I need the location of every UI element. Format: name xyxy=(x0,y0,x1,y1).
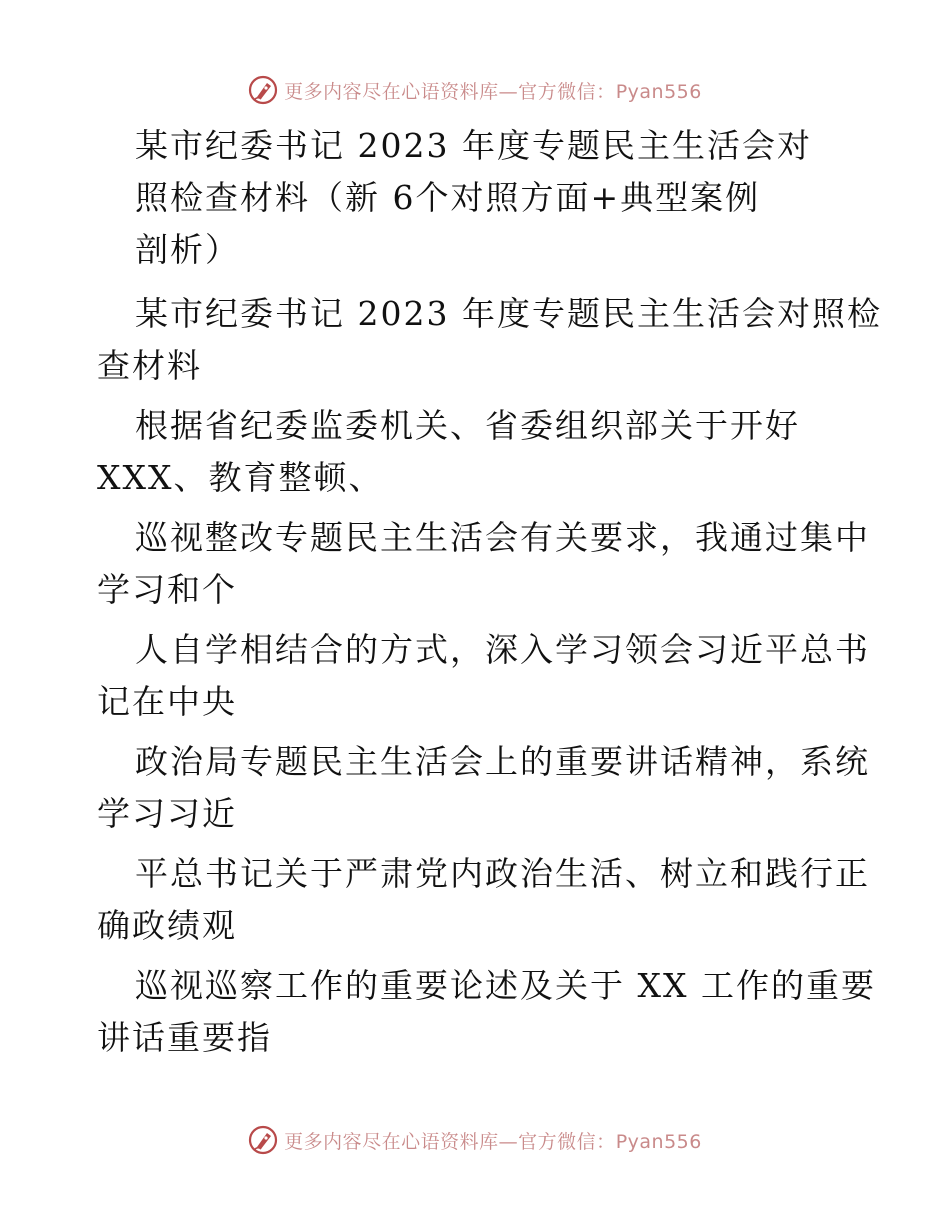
pen-nib-logo-icon xyxy=(248,75,278,105)
paragraph-line: 平总书记关于严肃党内政治生活、树立和践行正 xyxy=(135,854,870,893)
watermark-separator: — xyxy=(498,1130,519,1153)
document-title-line: 剖析） xyxy=(135,230,240,269)
watermark-wechat-label: 官方微信： xyxy=(518,80,616,103)
watermark-wechat-label: 官方微信： xyxy=(518,1130,616,1153)
document-title-line: 某市纪委书记 2023 年度专题民主生活会对 xyxy=(135,126,812,165)
paragraph-line: 巡视巡察工作的重要论述及关于 XX 工作的重要 xyxy=(135,966,876,1005)
pen-nib-logo-icon xyxy=(248,1125,278,1155)
paragraph-line: 巡视整改专题民主生活会有关要求，我通过集中 xyxy=(135,518,870,557)
paragraph-line: 记在中央 xyxy=(97,682,237,721)
paragraph-line: 学习和个 xyxy=(97,570,237,609)
watermark-text xyxy=(284,77,702,104)
paragraph-line: 政治局专题民主生活会上的重要讲话精神，系统 xyxy=(135,742,870,781)
watermark-separator: — xyxy=(498,80,519,103)
paragraph-line: 学习习近 xyxy=(97,794,237,833)
document-content xyxy=(97,120,882,1064)
watermark-wechat-id: Pyan556 xyxy=(615,1130,702,1153)
watermark-wechat-id: Pyan556 xyxy=(615,80,702,103)
footer-watermark xyxy=(0,1120,950,1160)
paragraph-line: 讲话重要指 xyxy=(97,1018,272,1057)
paragraph-line: 人自学相结合的方式，深入学习领会习近平总书 xyxy=(135,630,870,669)
paragraph-line: XXX、教育整顿、 xyxy=(97,458,384,497)
paragraph-line: 查材料 xyxy=(97,346,202,385)
paragraph-line: 根据省纪委监委机关、省委组织部关于开好 xyxy=(135,406,800,445)
header-watermark xyxy=(0,70,950,110)
paragraph-line: 确政绩观 xyxy=(97,906,237,945)
watermark-text xyxy=(284,1127,702,1154)
paragraph-line: 某市纪委书记 2023 年度专题民主生活会对照检 xyxy=(135,294,882,333)
watermark-site-text: 更多内容尽在心语资料库 xyxy=(284,80,499,103)
document-title-line: 照检查材料（新 6个对照方面+典型案例 xyxy=(135,178,761,217)
watermark-site-text: 更多内容尽在心语资料库 xyxy=(284,1130,499,1153)
